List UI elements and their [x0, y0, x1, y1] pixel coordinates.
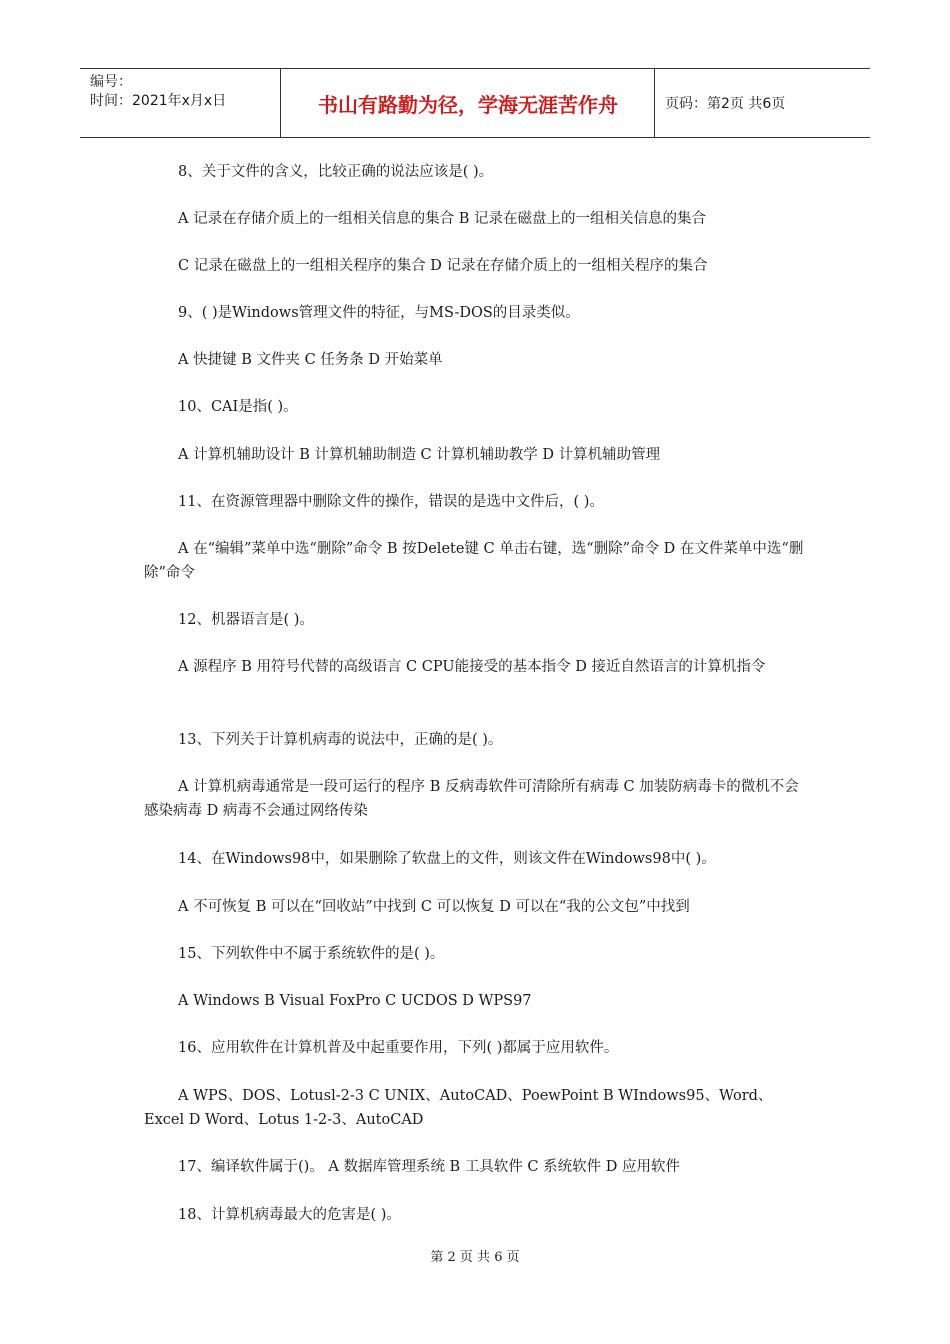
paragraph: 15、下列软件中不属于系统软件的是( )。 — [178, 946, 445, 962]
page-footer: 第 2 页 共 6 页 — [430, 1250, 520, 1265]
paragraph: 14、在Windows98中，如果删除了软盘上的文件，则该文件在Windows98中( )。 — [178, 851, 716, 867]
header-motto: 书山有路勤为径，学海无涯苦作舟 — [282, 69, 655, 137]
paragraph: A 计算机辅助设计 B 计算机辅助制造 C 计算机辅助教学 D 计算机辅助管理 — [178, 447, 661, 463]
paragraph: A 在“编辑”菜单中选“删除”命令 B 按Delete键 C 单击右键，选“删除”命令 D 在文件菜单中选“删除”命令 — [144, 541, 804, 581]
paragraph: 9、( )是Windows管理文件的特征，与MS-DOS的目录类似。 — [178, 305, 580, 321]
header-meta — [80, 69, 281, 137]
paragraph: A 源程序 B 用符号代替的高级语言 C CPU能接受的基本指令 D 接近自然语言的计算机指令 — [178, 659, 766, 675]
paragraph: A WPS、DOS、Lotusl-2-3 C UNIX、AutoCAD、PoewPoint B WIndows95、Word、Excel D Word、Lotus 1-2-3、AutoCAD — [144, 1088, 773, 1128]
paragraph: 8、关于文件的含义，比较正确的说法应该是( )。 — [178, 164, 494, 180]
paragraph: 11、在资源管理器中删除文件的操作，错误的是选中文件后，( )。 — [178, 494, 604, 510]
paragraph: A 快捷键 B 文件夹 C 任务条 D 开始菜单 — [178, 352, 443, 368]
number-label: 编号： — [90, 74, 132, 90]
paragraph: 13、下列关于计算机病毒的说法中，正确的是( )。 — [178, 732, 503, 748]
page-header — [80, 68, 870, 138]
paragraph: 16、应用软件在计算机普及中起重要作用，下列( )都属于应用软件。 — [178, 1040, 619, 1056]
paragraph: 17、编译软件属于()。 A 数据库管理系统 B 工具软件 C 系统软件 D 应用软件 — [178, 1159, 680, 1175]
paragraph: A 计算机病毒通常是一段可运行的程序 B 反病毒软件可清除所有病毒 C 加装防病毒卡的微机不会感染病毒 D 病毒不会通过网络传染 — [144, 779, 799, 819]
paragraph: A 不可恢复 B 可以在“回收站”中找到 C 可以恢复 D 可以在“我的公文包”中找到 — [178, 899, 690, 915]
paragraph: C 记录在磁盘上的一组相关程序的集合 D 记录在存储介质上的一组相关程序的集合 — [178, 258, 708, 274]
paragraph: 10、CAI是指( )。 — [178, 399, 298, 415]
paragraph: 12、机器语言是( )。 — [178, 612, 314, 628]
paragraph: A Windows B Visual FoxPro C UCDOS D WPS97 — [178, 993, 532, 1009]
paragraph: 18、计算机病毒最大的危害是( )。 — [178, 1207, 401, 1223]
paragraph: A 记录在存储介质上的一组相关信息的集合 B 记录在磁盘上的一组相关信息的集合 — [178, 211, 706, 227]
header-page-label: 页码：第2页 共6页 — [665, 96, 786, 112]
time-label: 时间：2021年x月x日 — [90, 93, 227, 109]
